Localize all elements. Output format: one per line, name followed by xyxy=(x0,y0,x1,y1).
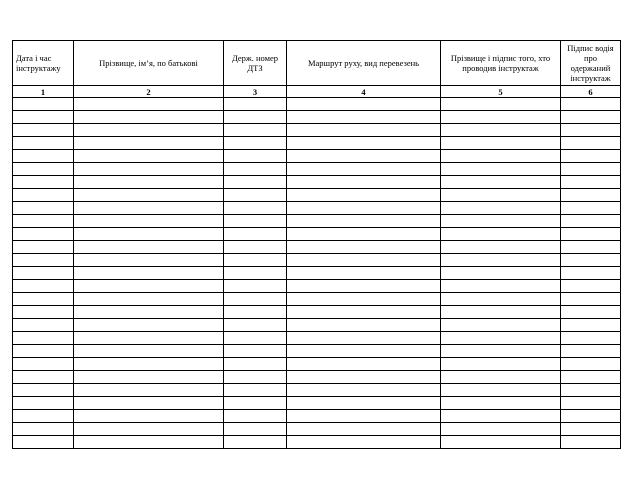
table-cell xyxy=(441,345,561,358)
table-cell xyxy=(74,384,224,397)
table-cell xyxy=(287,280,441,293)
table-cell xyxy=(13,280,74,293)
table-cell xyxy=(287,98,441,111)
table-cell xyxy=(441,436,561,449)
table-cell xyxy=(224,150,287,163)
table-cell xyxy=(13,423,74,436)
table-cell xyxy=(13,319,74,332)
table-cell xyxy=(561,345,621,358)
table-row xyxy=(13,137,621,150)
header-route: Маршрут руху, вид перевезень xyxy=(287,41,441,86)
table-cell xyxy=(224,306,287,319)
column-number-6: 6 xyxy=(561,86,621,98)
table-row xyxy=(13,306,621,319)
table-cell xyxy=(441,202,561,215)
table-row xyxy=(13,202,621,215)
table-cell xyxy=(74,163,224,176)
table-cell xyxy=(224,98,287,111)
table-row xyxy=(13,436,621,449)
table-cell xyxy=(561,280,621,293)
table-cell xyxy=(13,254,74,267)
table-cell xyxy=(561,358,621,371)
table-cell xyxy=(74,124,224,137)
table-cell xyxy=(13,98,74,111)
table-cell xyxy=(74,228,224,241)
table-cell xyxy=(287,124,441,137)
table-cell xyxy=(287,397,441,410)
table-cell xyxy=(441,124,561,137)
table-cell xyxy=(74,189,224,202)
table-cell xyxy=(561,436,621,449)
table-cell xyxy=(441,358,561,371)
header-vehicle-number: Держ. номер ДТЗ xyxy=(224,41,287,86)
table-cell xyxy=(13,111,74,124)
table-cell xyxy=(74,371,224,384)
table-cell xyxy=(224,384,287,397)
table-cell xyxy=(441,319,561,332)
table-cell xyxy=(13,150,74,163)
table-cell xyxy=(441,241,561,254)
table-row xyxy=(13,332,621,345)
table-cell xyxy=(13,436,74,449)
table-cell xyxy=(441,228,561,241)
table-cell xyxy=(13,202,74,215)
table-cell xyxy=(74,202,224,215)
table-cell xyxy=(561,306,621,319)
table-cell xyxy=(441,384,561,397)
table-cell xyxy=(287,111,441,124)
table-cell xyxy=(74,98,224,111)
header-full-name: Прізвище, ім’я, по батькові xyxy=(74,41,224,86)
table-cell xyxy=(441,98,561,111)
table-row xyxy=(13,293,621,306)
table-cell xyxy=(74,150,224,163)
table-cell xyxy=(224,254,287,267)
table-cell xyxy=(74,137,224,150)
table-cell xyxy=(287,228,441,241)
table-cell xyxy=(13,124,74,137)
table-row xyxy=(13,241,621,254)
table-cell xyxy=(224,163,287,176)
header-date-time: Дата і час інструктажу xyxy=(13,41,74,86)
table-cell xyxy=(224,176,287,189)
table-cell xyxy=(561,124,621,137)
table-cell xyxy=(74,215,224,228)
table-row xyxy=(13,189,621,202)
table-cell xyxy=(224,111,287,124)
table-cell xyxy=(74,319,224,332)
table-cell xyxy=(13,137,74,150)
table-cell xyxy=(561,397,621,410)
table-cell xyxy=(287,410,441,423)
table-cell xyxy=(13,332,74,345)
table-cell xyxy=(287,358,441,371)
table-cell xyxy=(561,215,621,228)
table-cell xyxy=(224,319,287,332)
table-cell xyxy=(74,332,224,345)
table-cell xyxy=(13,267,74,280)
table-cell xyxy=(74,241,224,254)
table-cell xyxy=(13,228,74,241)
table-cell xyxy=(561,384,621,397)
table-cell xyxy=(224,397,287,410)
table-cell xyxy=(561,176,621,189)
table-cell xyxy=(13,293,74,306)
table-row xyxy=(13,384,621,397)
table-cell xyxy=(224,267,287,280)
table-row xyxy=(13,98,621,111)
column-number-1: 1 xyxy=(13,86,74,98)
table-cell xyxy=(224,215,287,228)
table-cell xyxy=(441,306,561,319)
table-row xyxy=(13,150,621,163)
table-cell xyxy=(287,215,441,228)
table-row xyxy=(13,397,621,410)
table-row xyxy=(13,345,621,358)
table-cell xyxy=(224,436,287,449)
table-cell xyxy=(441,176,561,189)
table-cell xyxy=(224,280,287,293)
table-cell xyxy=(74,306,224,319)
table-cell xyxy=(441,371,561,384)
table-cell xyxy=(74,176,224,189)
table-cell xyxy=(74,397,224,410)
table-cell xyxy=(561,163,621,176)
table-cell xyxy=(441,423,561,436)
table-cell xyxy=(561,228,621,241)
table-cell xyxy=(287,267,441,280)
table-cell xyxy=(13,384,74,397)
table-cell xyxy=(441,137,561,150)
table-cell xyxy=(441,410,561,423)
table-cell xyxy=(287,423,441,436)
table-cell xyxy=(561,254,621,267)
table-cell xyxy=(74,436,224,449)
table-cell xyxy=(224,202,287,215)
table-cell xyxy=(561,319,621,332)
table-cell xyxy=(13,189,74,202)
table-cell xyxy=(287,345,441,358)
header-row xyxy=(13,41,621,86)
table-cell xyxy=(441,111,561,124)
column-number-4: 4 xyxy=(287,86,441,98)
table-row xyxy=(13,176,621,189)
table-cell xyxy=(224,410,287,423)
table-cell xyxy=(287,384,441,397)
table-cell xyxy=(561,98,621,111)
table-cell xyxy=(74,293,224,306)
table-cell xyxy=(224,189,287,202)
column-number-3: 3 xyxy=(224,86,287,98)
table-cell xyxy=(13,345,74,358)
table-row xyxy=(13,163,621,176)
table-row xyxy=(13,111,621,124)
table-cell xyxy=(561,111,621,124)
table-row xyxy=(13,319,621,332)
table-cell xyxy=(224,293,287,306)
table-cell xyxy=(441,267,561,280)
table-cell xyxy=(561,371,621,384)
table-row xyxy=(13,423,621,436)
table-row xyxy=(13,215,621,228)
table-cell xyxy=(224,228,287,241)
table-row xyxy=(13,124,621,137)
table-cell xyxy=(224,332,287,345)
table-cell xyxy=(224,423,287,436)
table-cell xyxy=(287,293,441,306)
table-cell xyxy=(561,267,621,280)
table-cell xyxy=(561,189,621,202)
table-cell xyxy=(74,280,224,293)
table-cell xyxy=(13,176,74,189)
table-cell xyxy=(74,423,224,436)
journal-body xyxy=(13,98,621,449)
table-cell xyxy=(561,332,621,345)
table-cell xyxy=(287,371,441,384)
table-cell xyxy=(287,319,441,332)
table-cell xyxy=(561,410,621,423)
table-row xyxy=(13,267,621,280)
table-cell xyxy=(441,332,561,345)
table-cell xyxy=(224,137,287,150)
table-cell xyxy=(287,332,441,345)
table-row xyxy=(13,228,621,241)
table-cell xyxy=(224,241,287,254)
table-cell xyxy=(13,163,74,176)
header-driver-signature: Підпис водія про одержаний інструктаж xyxy=(561,41,621,86)
table-cell xyxy=(561,150,621,163)
table-cell xyxy=(74,358,224,371)
table-cell xyxy=(287,306,441,319)
table-cell xyxy=(287,176,441,189)
table-cell xyxy=(561,241,621,254)
table-cell xyxy=(287,163,441,176)
table-row xyxy=(13,410,621,423)
table-cell xyxy=(561,293,621,306)
table-cell xyxy=(224,345,287,358)
table-row xyxy=(13,371,621,384)
table-cell xyxy=(224,358,287,371)
table-cell xyxy=(441,397,561,410)
table-cell xyxy=(287,150,441,163)
table-cell xyxy=(441,254,561,267)
table-cell xyxy=(224,371,287,384)
table-cell xyxy=(287,137,441,150)
table-cell xyxy=(561,137,621,150)
table-cell xyxy=(74,111,224,124)
column-number-2: 2 xyxy=(74,86,224,98)
table-cell xyxy=(287,189,441,202)
column-number-row xyxy=(13,86,621,98)
table-cell xyxy=(441,293,561,306)
table-cell xyxy=(74,345,224,358)
table-cell xyxy=(287,254,441,267)
header-instructor-signature: Прізвище і підпис того, хто проводив інструктаж xyxy=(441,41,561,86)
table-row xyxy=(13,254,621,267)
table-cell xyxy=(13,358,74,371)
table-row xyxy=(13,358,621,371)
table-cell xyxy=(287,241,441,254)
table-cell xyxy=(74,254,224,267)
table-cell xyxy=(74,410,224,423)
table-cell xyxy=(441,163,561,176)
table-cell xyxy=(13,410,74,423)
table-cell xyxy=(224,124,287,137)
table-cell xyxy=(441,215,561,228)
table-cell xyxy=(74,267,224,280)
table-cell xyxy=(561,202,621,215)
table-cell xyxy=(561,423,621,436)
table-cell xyxy=(441,150,561,163)
table-cell xyxy=(441,189,561,202)
briefing-journal-table xyxy=(12,40,621,449)
table-cell xyxy=(13,215,74,228)
table-cell xyxy=(13,397,74,410)
table-cell xyxy=(13,371,74,384)
table-cell xyxy=(287,436,441,449)
column-number-5: 5 xyxy=(441,86,561,98)
table-cell xyxy=(441,280,561,293)
table-cell xyxy=(13,241,74,254)
table-row xyxy=(13,280,621,293)
table-cell xyxy=(287,202,441,215)
table-cell xyxy=(13,306,74,319)
